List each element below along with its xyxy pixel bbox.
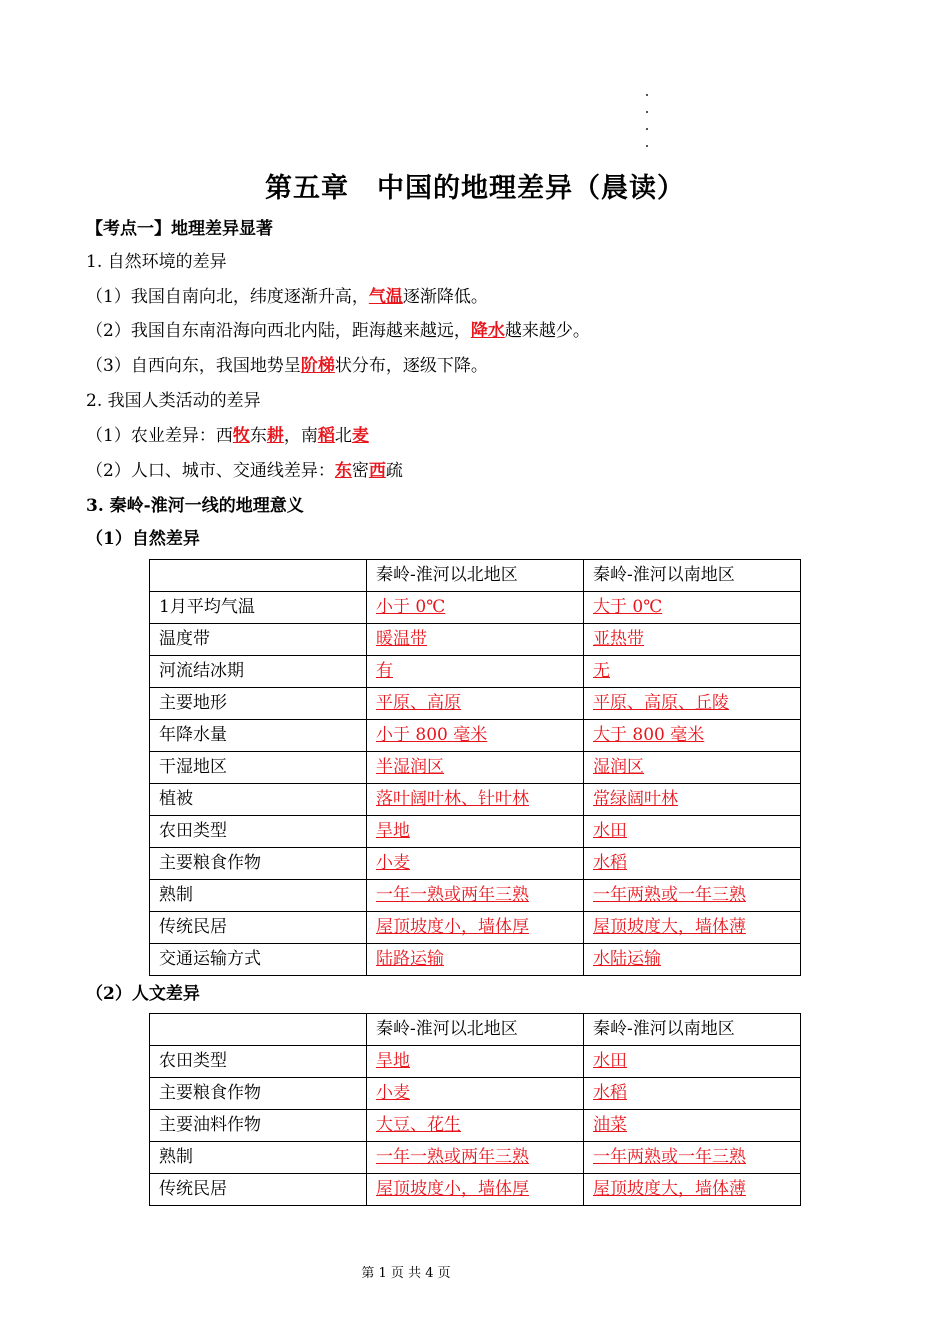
row-label-cell: 年降水量 bbox=[150, 720, 367, 752]
answer-cell: 屋顶坡度小，墙体厚 bbox=[367, 1174, 584, 1206]
answer-cell: 旱地 bbox=[367, 1046, 584, 1078]
point-terrain bbox=[86, 355, 488, 377]
header-cell: 秦岭-淮河以南地区 bbox=[584, 560, 801, 592]
table-row bbox=[150, 1110, 801, 1142]
answer-cell: 落叶阔叶林、针叶林 bbox=[367, 784, 584, 816]
answer-cell: 一年两熟或一年三熟 bbox=[584, 1142, 801, 1174]
answer-cell: 常绿阔叶林 bbox=[584, 784, 801, 816]
page-footer: 第 1 页 共 4 页 bbox=[361, 1266, 451, 1281]
answer-cell: 平原、高原、丘陵 bbox=[584, 688, 801, 720]
row-label-cell: 交通运输方式 bbox=[150, 944, 367, 976]
answer-cell: 小于 800 毫米 bbox=[367, 720, 584, 752]
answer-cell: 湿润区 bbox=[584, 752, 801, 784]
row-label-cell: 熟制 bbox=[150, 1142, 367, 1174]
answer-keyword: 阶梯 bbox=[300, 356, 335, 376]
table-row bbox=[150, 1078, 801, 1110]
answer-keyword: 稻 bbox=[317, 426, 335, 446]
answer-cell: 平原、高原 bbox=[367, 688, 584, 720]
row-label-cell: 熟制 bbox=[150, 880, 367, 912]
row-label-cell: 温度带 bbox=[150, 624, 367, 656]
answer-keyword: 耕 bbox=[266, 426, 284, 446]
table-row bbox=[150, 1142, 801, 1174]
point-population bbox=[86, 460, 403, 482]
text: 疏 bbox=[385, 461, 403, 481]
subheading-qinling: 3. 秦岭-淮河一线的地理意义 bbox=[86, 496, 304, 516]
answer-cell: 半湿润区 bbox=[367, 752, 584, 784]
table-row bbox=[150, 752, 801, 784]
answer-cell: 亚热带 bbox=[584, 624, 801, 656]
answer-cell: 小麦 bbox=[367, 1078, 584, 1110]
table-header-row bbox=[150, 1014, 801, 1046]
header-cell bbox=[150, 560, 367, 592]
answer-cell: 屋顶坡度小，墙体厚 bbox=[367, 912, 584, 944]
header-cell: 秦岭-淮河以南地区 bbox=[584, 1014, 801, 1046]
answer-cell: 大于 800 毫米 bbox=[584, 720, 801, 752]
row-label-cell: 农田类型 bbox=[150, 816, 367, 848]
text: （2）我国自东南沿海向西北内陆，距海越来越远， bbox=[86, 321, 471, 341]
answer-keyword: 气温 bbox=[368, 287, 403, 307]
table-row bbox=[150, 688, 801, 720]
text: （2）人口、城市、交通线差异： bbox=[86, 461, 335, 481]
answer-cell: 屋顶坡度大，墙体薄 bbox=[584, 912, 801, 944]
table-row bbox=[150, 1046, 801, 1078]
answer-keyword: 牧 bbox=[232, 426, 250, 446]
answer-keyword: 降水 bbox=[470, 321, 505, 341]
text: 北 bbox=[334, 426, 352, 446]
table-row bbox=[150, 1174, 801, 1206]
row-label-cell: 植被 bbox=[150, 784, 367, 816]
answer-cell: 屋顶坡度大，墙体薄 bbox=[584, 1174, 801, 1206]
answer-cell: 水陆运输 bbox=[584, 944, 801, 976]
row-label-cell: 主要油料作物 bbox=[150, 1110, 367, 1142]
answer-cell: 大于 0℃ bbox=[584, 592, 801, 624]
answer-keyword: 西 bbox=[368, 461, 386, 481]
table-row bbox=[150, 912, 801, 944]
text: 东 bbox=[249, 426, 267, 446]
table-row bbox=[150, 656, 801, 688]
answer-cell: 水田 bbox=[584, 1046, 801, 1078]
answer-cell: 水稻 bbox=[584, 848, 801, 880]
text: 越来越少。 bbox=[504, 321, 590, 341]
row-label-cell: 传统民居 bbox=[150, 912, 367, 944]
answer-cell: 陆路运输 bbox=[367, 944, 584, 976]
text: （3）自西向东，我国地势呈 bbox=[86, 356, 301, 376]
table-row bbox=[150, 720, 801, 752]
text: （1）农业差异：西 bbox=[86, 426, 233, 446]
answer-cell: 一年两熟或一年三熟 bbox=[584, 880, 801, 912]
table-row bbox=[150, 592, 801, 624]
point-temperature bbox=[86, 286, 488, 308]
table-row bbox=[150, 880, 801, 912]
text: 状分布，逐级下降。 bbox=[334, 356, 488, 376]
section-heading: 【考点一】地理差异显著 bbox=[86, 219, 273, 239]
answer-keyword: 东 bbox=[334, 461, 352, 481]
table-row bbox=[150, 784, 801, 816]
answer-cell: 小于 0℃ bbox=[367, 592, 584, 624]
answer-cell: 暖温带 bbox=[367, 624, 584, 656]
subheading-human: 2. 我国人类活动的差异 bbox=[86, 391, 261, 411]
header-cell: 秦岭-淮河以北地区 bbox=[367, 1014, 584, 1046]
natural-difference-table bbox=[149, 559, 801, 976]
row-label-cell: 主要地形 bbox=[150, 688, 367, 720]
point-agriculture bbox=[86, 425, 369, 447]
row-label-cell: 干湿地区 bbox=[150, 752, 367, 784]
text: ，南 bbox=[283, 426, 318, 446]
answer-cell: 无 bbox=[584, 656, 801, 688]
answer-cell: 水稻 bbox=[584, 1078, 801, 1110]
table-row bbox=[150, 624, 801, 656]
answer-cell: 大豆、花生 bbox=[367, 1110, 584, 1142]
subheading-natural-diff: （1）自然差异 bbox=[86, 529, 200, 549]
header-cell bbox=[150, 1014, 367, 1046]
text: 逐渐降低。 bbox=[402, 287, 488, 307]
human-difference-table bbox=[149, 1013, 801, 1206]
table-row bbox=[150, 816, 801, 848]
row-label-cell: 主要粮食作物 bbox=[150, 1078, 367, 1110]
subheading-human-diff: （2）人文差异 bbox=[86, 984, 200, 1004]
answer-cell: 一年一熟或两年三熟 bbox=[367, 1142, 584, 1174]
text: 密 bbox=[351, 461, 369, 481]
row-label-cell: 传统民居 bbox=[150, 1174, 367, 1206]
margin-dots bbox=[644, 94, 650, 162]
answer-cell: 有 bbox=[367, 656, 584, 688]
answer-cell: 旱地 bbox=[367, 816, 584, 848]
answer-cell: 水田 bbox=[584, 816, 801, 848]
row-label-cell: 主要粮食作物 bbox=[150, 848, 367, 880]
answer-keyword: 麦 bbox=[351, 426, 369, 446]
answer-cell: 小麦 bbox=[367, 848, 584, 880]
row-label-cell: 河流结冰期 bbox=[150, 656, 367, 688]
row-label-cell: 1月平均气温 bbox=[150, 592, 367, 624]
answer-cell: 一年一熟或两年三熟 bbox=[367, 880, 584, 912]
header-cell: 秦岭-淮河以北地区 bbox=[367, 560, 584, 592]
text: （1）我国自南向北，纬度逐渐升高， bbox=[86, 287, 369, 307]
table-row bbox=[150, 944, 801, 976]
table-header-row bbox=[150, 560, 801, 592]
answer-cell: 油菜 bbox=[584, 1110, 801, 1142]
page-title: 第五章 中国的地理差异（晨读） bbox=[265, 173, 685, 204]
point-precipitation bbox=[86, 320, 590, 342]
table-row bbox=[150, 848, 801, 880]
subheading-natural: 1. 自然环境的差异 bbox=[86, 252, 227, 272]
row-label-cell: 农田类型 bbox=[150, 1046, 367, 1078]
